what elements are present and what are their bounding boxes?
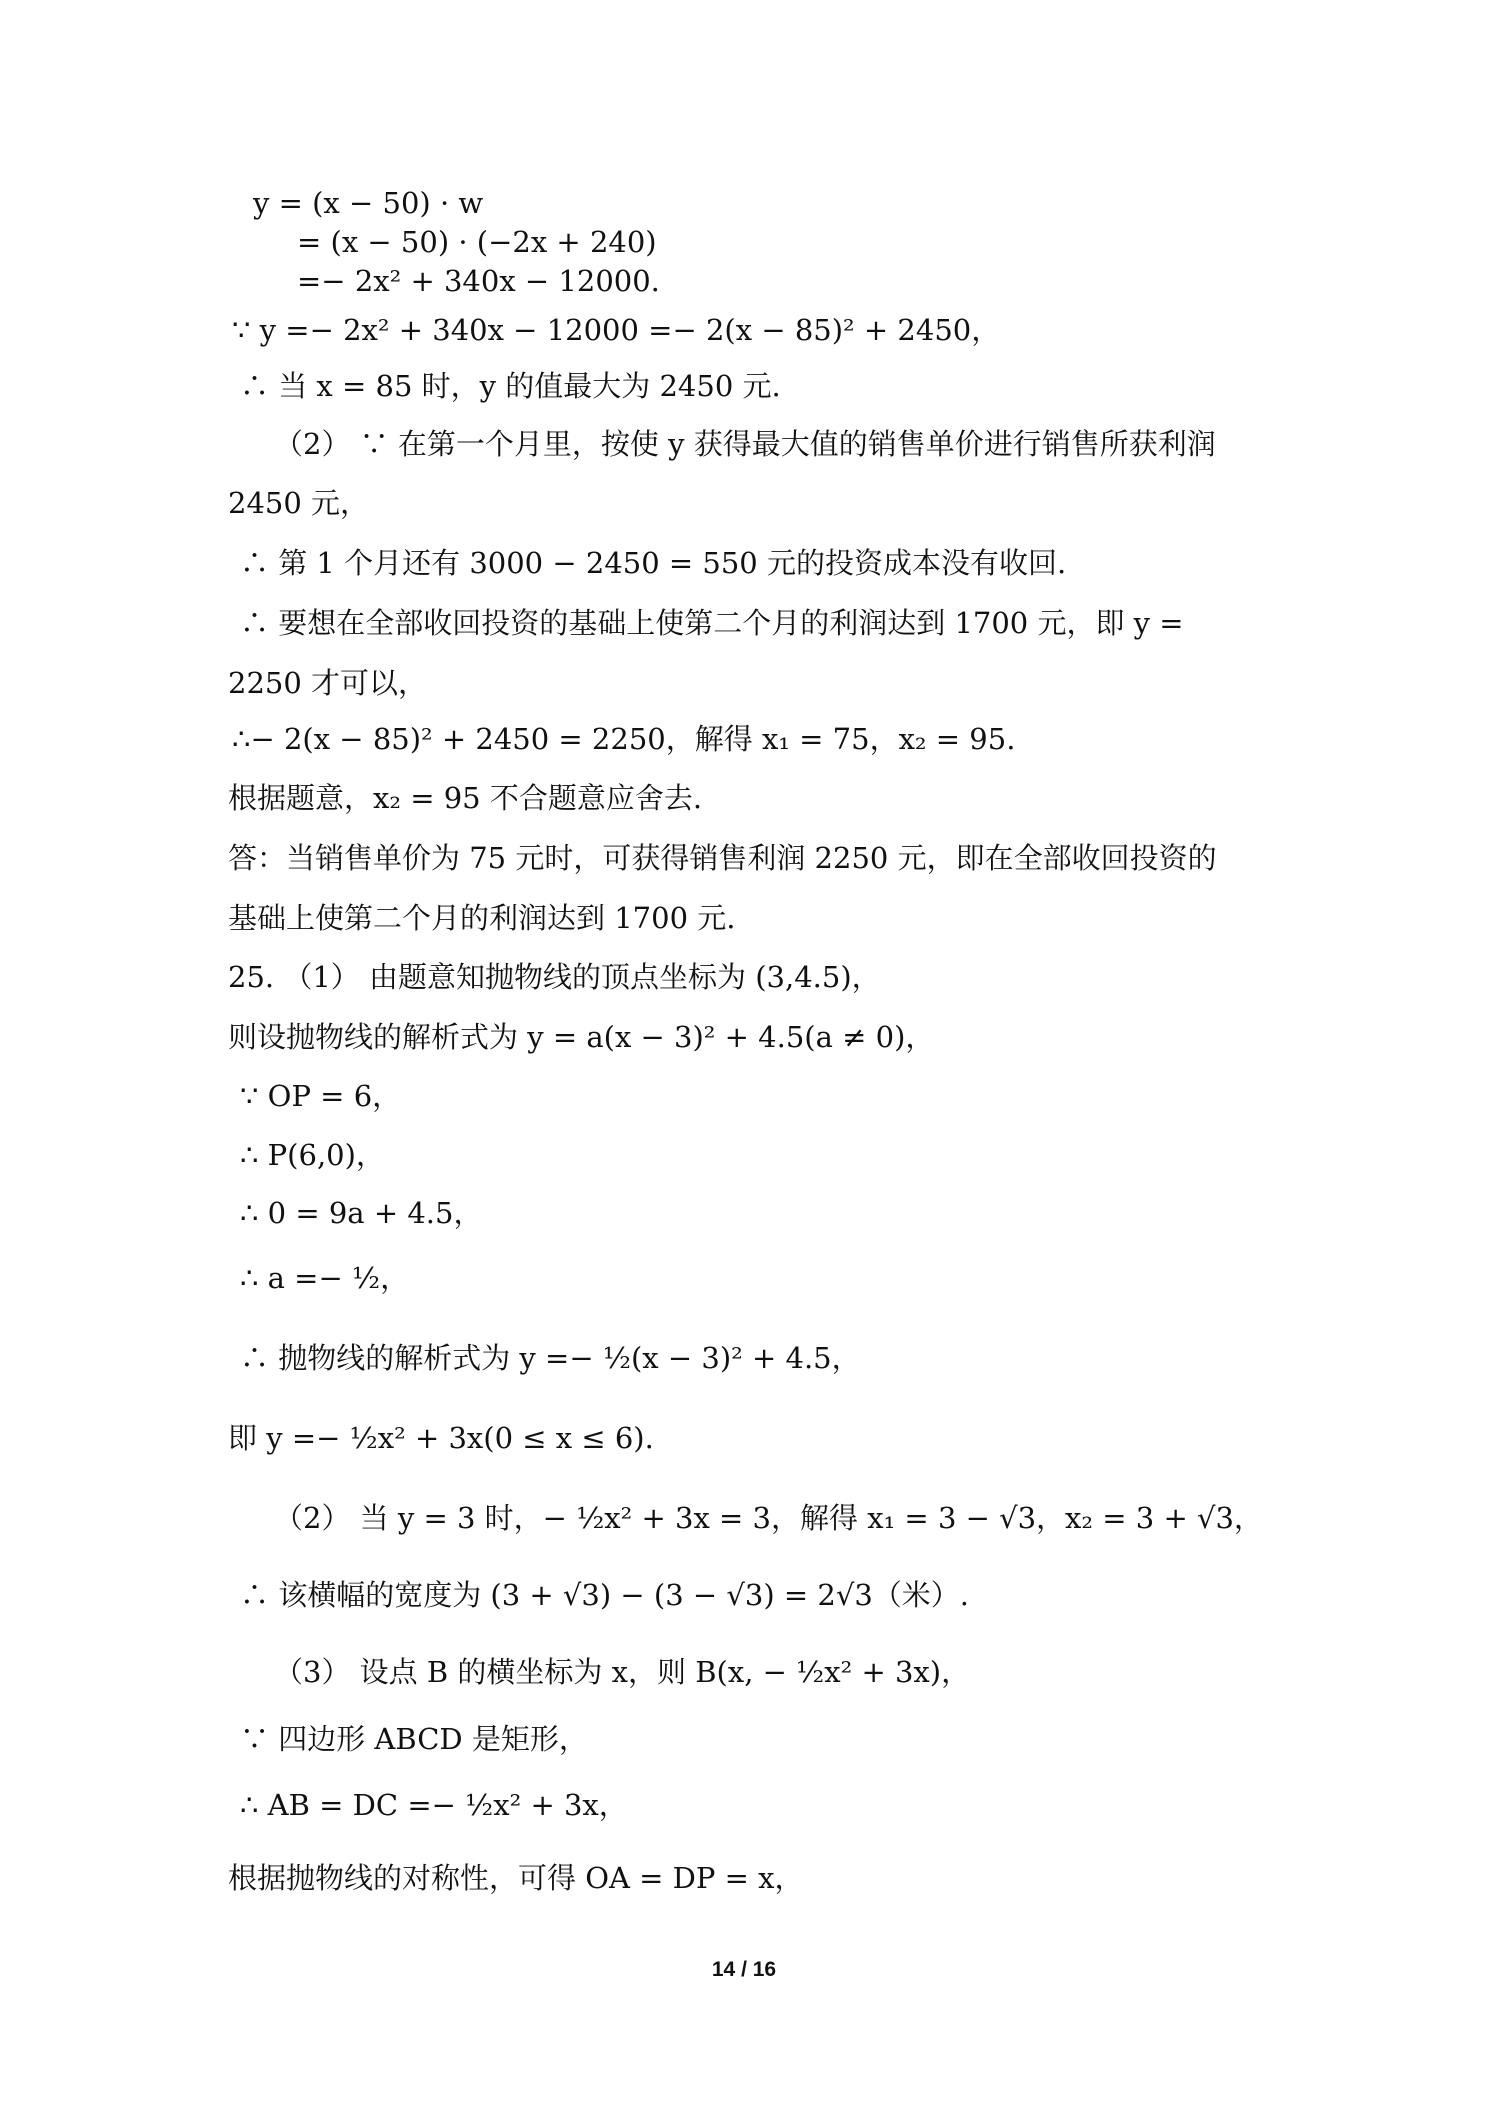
- line-24: ∴ 该横幅的宽度为 (3 + √3) − (3 − √3) = 2√3（米）.: [240, 1578, 969, 1612]
- line-8: ∴ 第 1 个月还有 3000 − 2450 = 550 元的投资成本没有收回.: [240, 546, 1067, 580]
- page-number: 14 / 16: [711, 1958, 777, 1981]
- line-17: ∵ OP = 6，: [240, 1079, 402, 1113]
- line-11: ∴− 2(x − 85)² + 2450 = 2250，解得 x₁ = 75，x₂ = 95.: [232, 722, 1016, 756]
- line-28: 根据抛物线的对称性，可得 OA = DP = x，: [228, 1861, 804, 1895]
- line-23: （2） 当 y = 3 时，− ½x² + 3x = 3，解得 x₁ = 3 − √3，x₂ = 3 + √3，: [274, 1501, 1263, 1535]
- line-7: 2450 元，: [228, 486, 370, 520]
- line-25: （3） 设点 B 的横坐标为 x，则 B(x, − ½x² + 3x)，: [274, 1655, 971, 1689]
- line-3: =− 2x² + 340x − 12000.: [297, 264, 660, 298]
- line-26: ∵ 四边形 ABCD 是矩形，: [240, 1722, 588, 1756]
- line-2: = (x − 50) · (−2x + 240): [297, 225, 657, 259]
- line-19: ∴ 0 = 9a + 4.5，: [240, 1196, 483, 1230]
- line-12: 根据题意，x₂ = 95 不合题意应舍去.: [228, 781, 703, 815]
- line-22: 即 y =− ½x² + 3x(0 ≤ x ≤ 6).: [228, 1421, 654, 1455]
- line-18: ∴ P(6,0)，: [240, 1138, 385, 1172]
- line-27: ∴ AB = DC =− ½x² + 3x，: [240, 1788, 628, 1822]
- line-1: y = (x − 50) · w: [253, 186, 484, 220]
- line-21: ∴ 抛物线的解析式为 y =− ½(x − 3)² + 4.5，: [240, 1341, 861, 1375]
- line-9: ∴ 要想在全部收回投资的基础上使第二个月的利润达到 1700 元，即 y =: [240, 606, 1184, 640]
- line-13: 答：当销售单价为 75 元时，可获得销售利润 2250 元，即在全部收回投资的: [228, 841, 1217, 875]
- line-6: （2） ∵ 在第一个月里，按使 y 获得最大值的销售单价进行销售所获利润: [274, 427, 1216, 461]
- line-16: 则设抛物线的解析式为 y = a(x − 3)² + 4.5(a ≠ 0)，: [228, 1020, 935, 1054]
- line-15: 25. （1） 由题意知抛物线的顶点坐标为 (3,4.5)，: [228, 960, 881, 994]
- line-10: 2250 才可以，: [228, 666, 428, 700]
- line-14: 基础上使第二个月的利润达到 1700 元.: [228, 901, 736, 935]
- line-20: ∴ a =− ½，: [240, 1261, 410, 1295]
- line-4: ∵ y =− 2x² + 340x − 12000 =− 2(x − 85)² + 2450，: [232, 313, 1001, 347]
- line-5: ∴ 当 x = 85 时，y 的值最大为 2450 元.: [240, 369, 781, 403]
